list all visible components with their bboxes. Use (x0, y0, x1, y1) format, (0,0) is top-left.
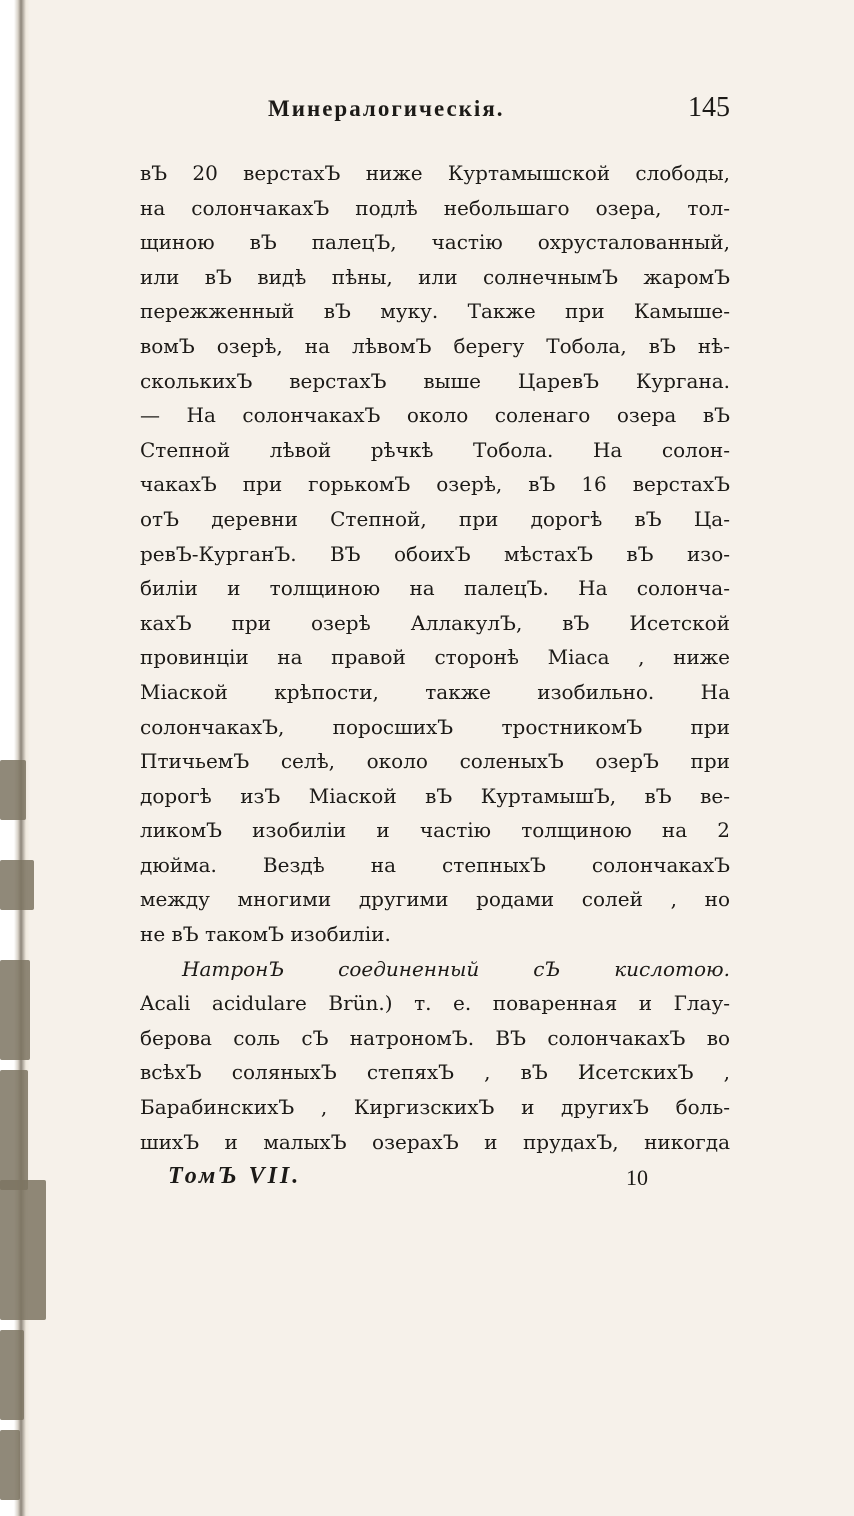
text-line: вомЪ озерѣ, на лѣвомЪ берегу Тобола, вЪ нѣ- (140, 333, 730, 358)
text-line: Acali acidulare Brün.) т. е. поваренная и Глау- (140, 991, 730, 1016)
text-line: пережженный вЪ муку. Также при Камыше- (140, 299, 730, 324)
text-line: солончакахЪ, поросшихЪ тростникомЪ при (140, 714, 730, 739)
signature-mark: 10 (626, 1165, 648, 1190)
text-line: не вЪ такомЪ изобиліи. (140, 922, 391, 947)
text-line: провинціи на правой сторонѣ Міаса , ниже (140, 645, 730, 670)
section-heading-line: НатронЪ соединенный сЪ кислотою. (182, 956, 730, 981)
text-line: берова соль сЪ натрономЪ. ВЪ солончакахЪ во (140, 1025, 730, 1050)
text-line: чакахЪ при горькомЪ озерѣ, вЪ 16 верстахЪ (140, 472, 730, 497)
volume-label: ТомЪ VII. (168, 1163, 302, 1189)
text-line: между многими другими родами солей , но (140, 887, 730, 912)
text-line: всѣхЪ соляныхЪ степяхЪ , вЪ ИсетскихЪ , (140, 1060, 730, 1085)
text-line: сколькихЪ верстахЪ выше ЦаревЪ Кургана. (140, 368, 730, 393)
text-line: шихЪ и малыхЪ озерахЪ и прудахЪ, никогда (140, 1129, 730, 1154)
text-line: ревЪ-КурганЪ. ВЪ обоихЪ мѣстахЪ вЪ изо- (140, 541, 730, 566)
page-footer (168, 1163, 648, 1197)
text-line: щиною вЪ палецЪ, частію охрусталованный, (140, 230, 730, 255)
body-text (140, 156, 730, 1159)
text-line: Міаской крѣпости, также изобильно. На (140, 679, 730, 704)
text-line: вЪ 20 верстахЪ ниже Куртамышской слободы, (140, 161, 730, 185)
text-line: дорогѣ изЪ Міаской вЪ КуртамышЪ, вЪ ве- (140, 783, 730, 808)
text-line: ликомЪ изобиліи и частію толщиною на 2 (140, 818, 730, 843)
text-line: отЪ деревни Степной, при дорогѣ вЪ Ца- (140, 506, 730, 531)
text-line: ПтичьемЪ селѣ, около соленыхЪ озерЪ при (140, 749, 730, 774)
running-head: Минералогическія. (268, 96, 505, 121)
text-line: Степной лѣвой рѣчкѣ Тобола. На солон- (140, 437, 730, 462)
text-line: биліи и толщиною на палецЪ. На солонча- (140, 576, 730, 601)
text-line: дюйма. Вездѣ на степныхЪ солончакахЪ (140, 852, 730, 877)
text-line: кахЪ при озерѣ АллакулЪ, вЪ Исетской (140, 610, 730, 635)
text-line: на солончакахЪ подлѣ небольшаго озера, тол- (140, 195, 730, 220)
page-header (140, 92, 730, 136)
text-line: БарабинскихЪ , КиргизскихЪ и другихЪ боль- (140, 1095, 730, 1120)
text-line: или вЪ видѣ пѣны, или солнечнымЪ жаромЪ (140, 264, 730, 289)
page-number: 145 (688, 92, 730, 123)
text-line: — На солончакахЪ около соленаго озера вЪ (140, 403, 730, 428)
